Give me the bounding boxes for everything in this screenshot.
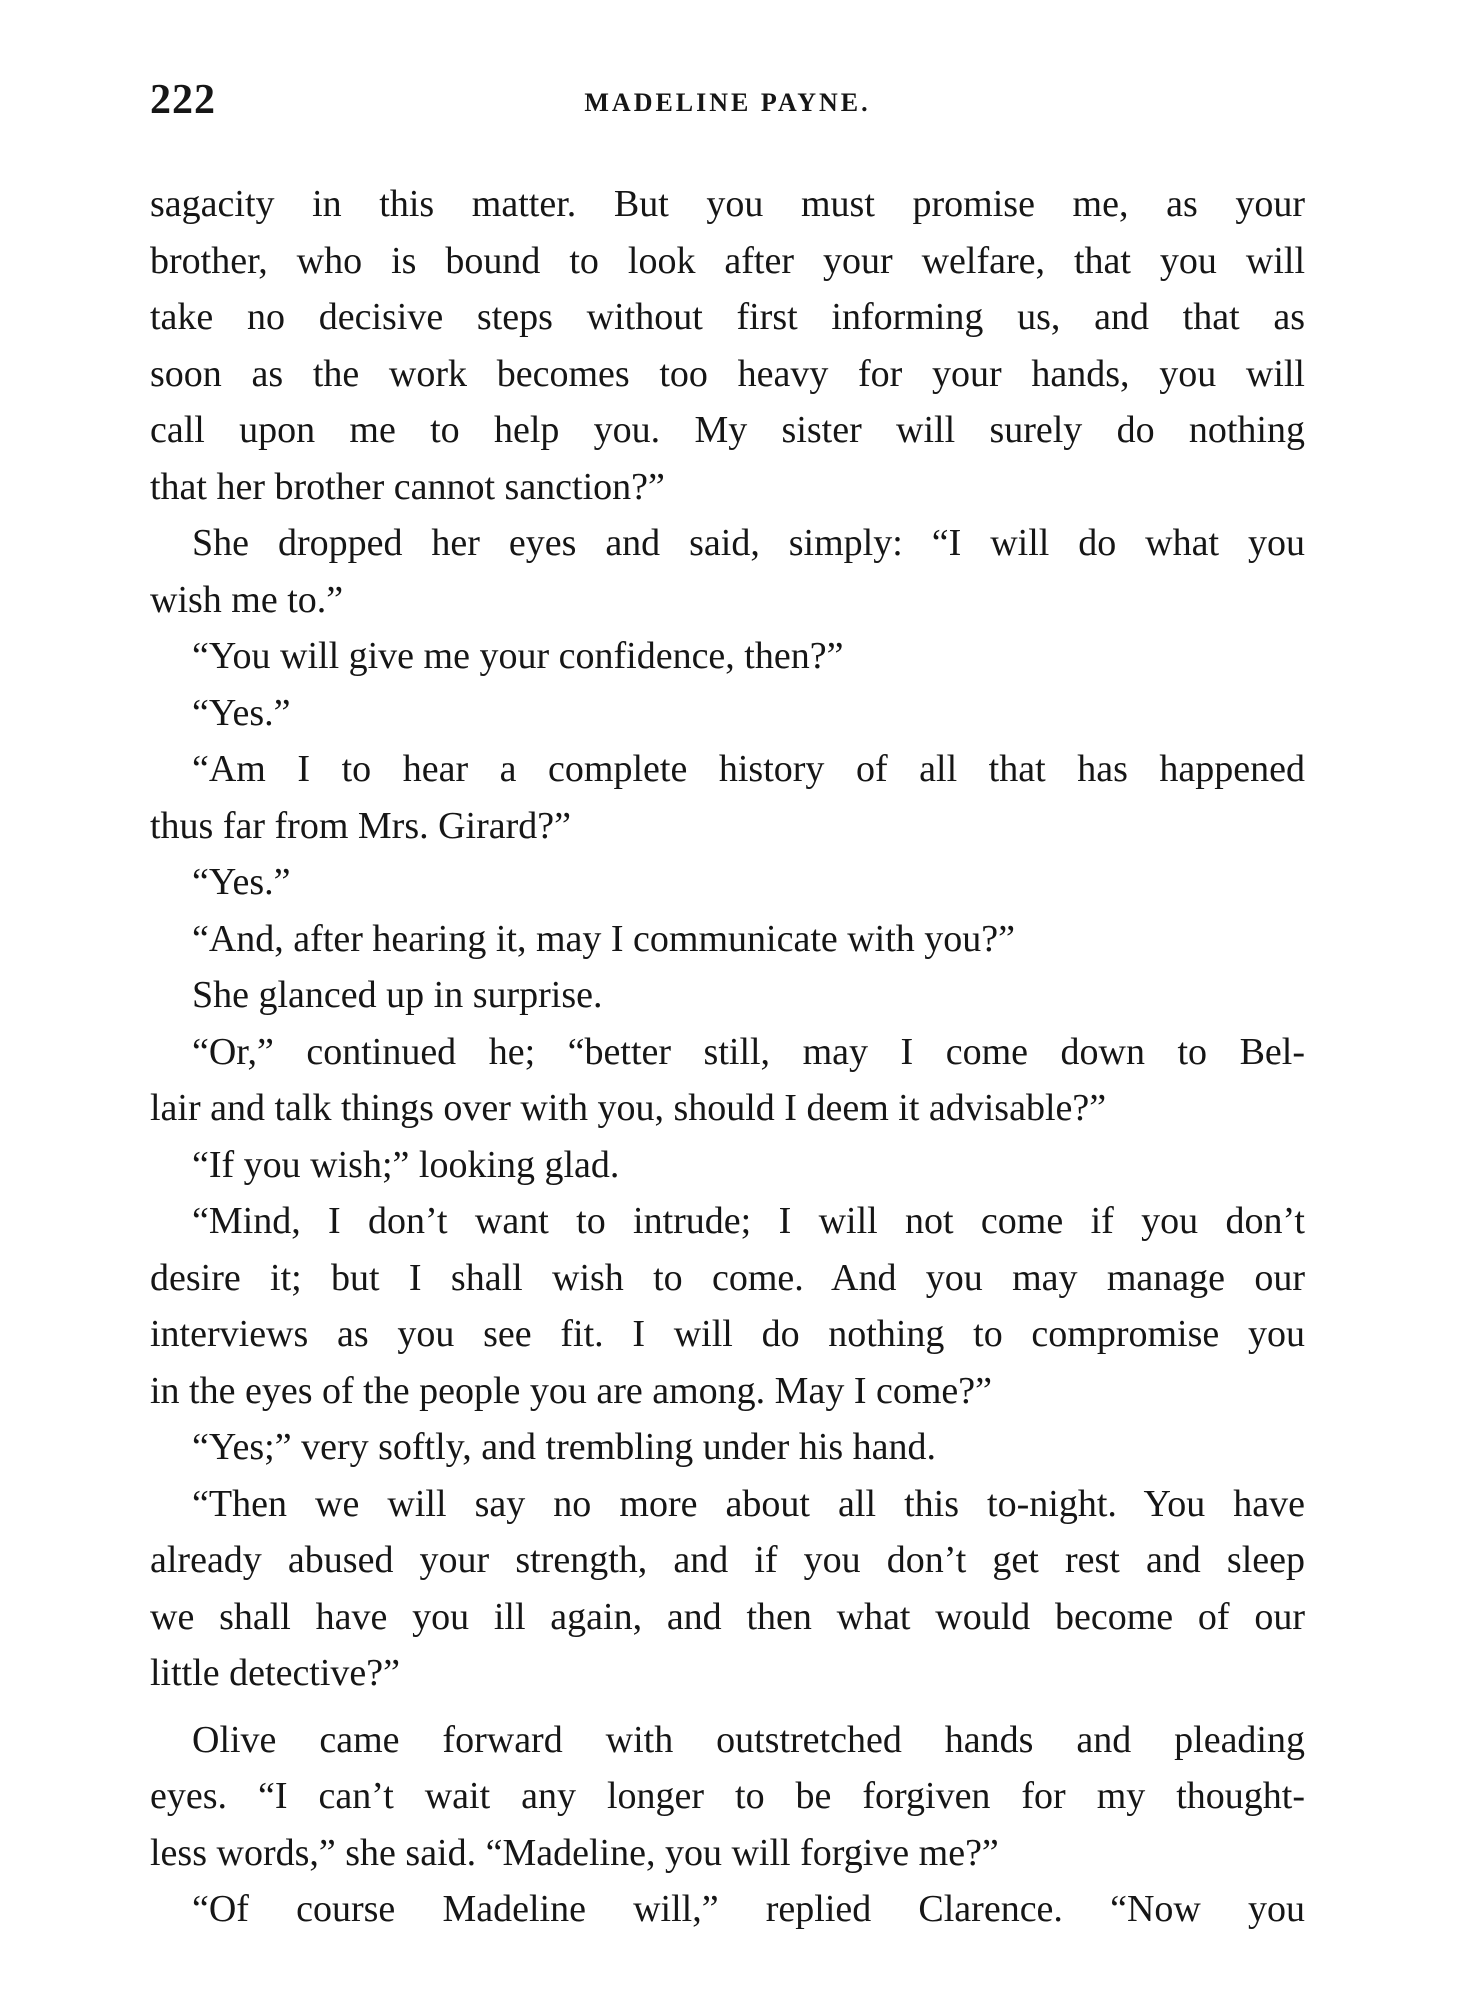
text-line: “You will give me your confidence, then?” (192, 635, 844, 677)
text-line: “Am I to hear a complete history of all that has happened (192, 748, 1305, 790)
text-line: we shall have you ill again, and then what would become of our (150, 1595, 1305, 1638)
text-line: sagacity in this matter. But you must promise me, as your (150, 183, 1305, 225)
body-text (150, 176, 1305, 1938)
text-line: soon as the work becomes too heavy for your hands, you will (150, 352, 1305, 395)
text-line: “Of course Madeline will,” replied Clarence. “Now you (192, 1888, 1305, 1930)
page-number: 222 (150, 77, 216, 123)
text-line: “Yes;” very softly, and trembling under his hand. (192, 1426, 937, 1468)
text-line: “Yes.” (192, 861, 291, 903)
text-line: lair and talk things over with you, should I deem it advisable?” (150, 1087, 1107, 1129)
text-line: wish me to.” (150, 578, 344, 621)
text-line: little detective?” (150, 1652, 401, 1694)
text-line: desire it; but I shall wish to come. And you may manage our (150, 1256, 1305, 1299)
text-line: “Mind, I don’t want to intrude; I will not come if you don’t (192, 1200, 1305, 1242)
text-line: thus far from Mrs. Girard?” (150, 804, 572, 847)
text-line: eyes. “I can’t wait any longer to be forgiven for my thought- (150, 1775, 1305, 1817)
text-line: “Yes.” (192, 691, 291, 734)
text-line: call upon me to help you. My sister will surely do nothing (150, 409, 1305, 451)
text-line: already abused your strength, and if you don’t get rest and sleep (150, 1539, 1305, 1581)
text-line: She glanced up in surprise. (192, 974, 603, 1016)
text-line: “If you wish;” looking glad. (192, 1143, 620, 1186)
text-line: “And, after hearing it, may I communicate with you?” (192, 917, 1016, 960)
text-line: less words,” she said. “Madeline, you will forgive me?” (150, 1831, 999, 1874)
text-line: brother, who is bound to look after your welfare, that you will (150, 239, 1305, 282)
running-title: MADELINE PAYNE. (584, 88, 871, 117)
text-line: Olive came forward with outstretched hands and pleading (192, 1718, 1305, 1761)
text-line: interviews as you see fit. I will do nothing to compromise you (150, 1313, 1305, 1355)
text-line: She dropped her eyes and said, simply: “I will do what you (192, 522, 1305, 564)
text-line: that her brother cannot sanction?” (150, 465, 665, 508)
page-header (150, 76, 1305, 136)
text-line: in the eyes of the people you are among. May I come?” (150, 1369, 993, 1412)
text-line: “Or,” continued he; “better still, may I come down to Bel- (192, 1030, 1305, 1073)
text-line: “Then we will say no more about all this to-night. You have (192, 1482, 1305, 1525)
text-line: take no decisive steps without first informing us, and that as (150, 296, 1305, 338)
